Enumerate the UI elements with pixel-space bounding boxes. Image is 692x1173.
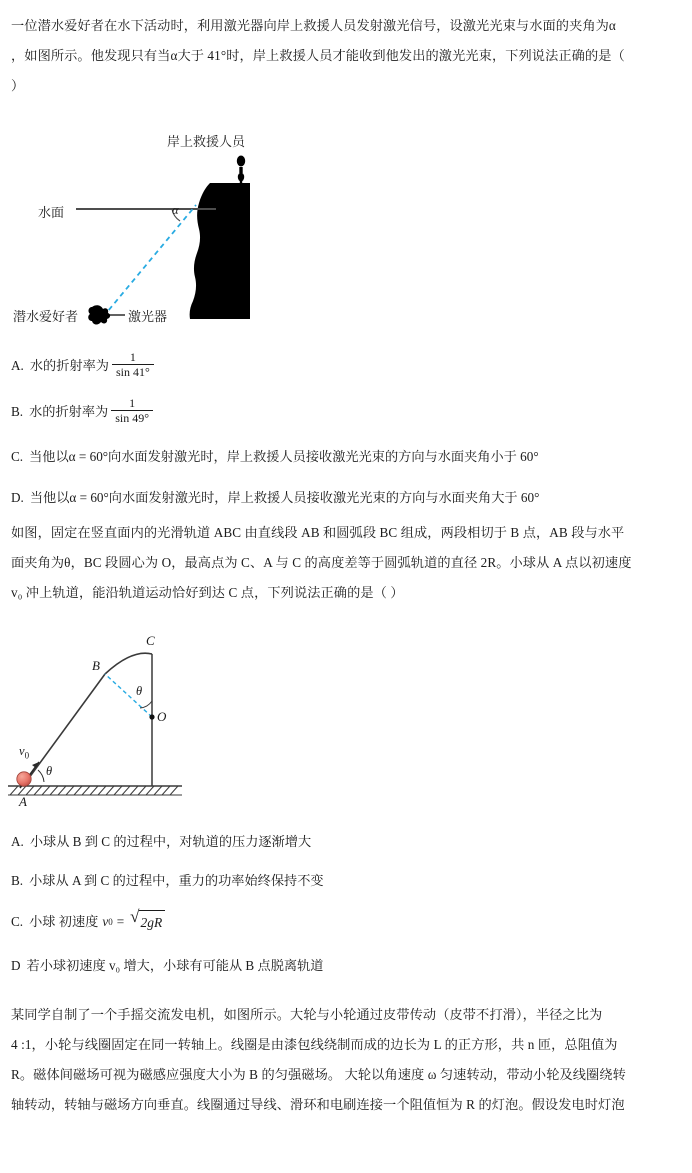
option-a-label: A. [11,834,24,849]
question-8-stem-line-3: v₀ 冲上轨道，能沿轨道运动恰好到达 C 点，下列说法正确的是（ ） [11,585,404,600]
option-b-prefix: 水的折射率为 [29,403,109,419]
option-d-text: 当他以α = 60°向水面发射激光时，岸上救援人员接收激光光束的方向与水面夹角大于 60° [29,490,540,505]
label-point-a: A [19,794,27,809]
option-b-fraction [111,397,153,424]
option-d-label: D [11,958,21,973]
option-c-label: C. [11,914,24,929]
question-8-option-a[interactable] [11,831,683,853]
question-7-stem-line-2: ，如图所示。他发现只有当α大于 41°时，岸上救援人员才能收到他发出的激光光束，下列说法正确的是（ [11,48,625,63]
question-7-figure [0,125,300,335]
question-9-stem-line-2: 4 :1，小轮与线圈固定在同一转轴上。线圈是由漆包线绕制而成的边长为 L 的正方形，共 n 匝，总阻值为 [11,1037,618,1052]
ball-icon [17,772,31,786]
option-c-radicand: 2gR [139,910,165,934]
label-velocity-v0: $v_0$ [19,744,30,761]
label-theta-top: θ [136,684,143,698]
option-a-label: A. [11,357,24,373]
label-laser-device: 激光器 [128,309,168,324]
rescuer-figure [232,156,250,187]
question-8-stem-line-2: 面夹角为θ，BC 段圆心为 O，最高点为 C、A 与 C 的高度差等于圆弧轨道的直径 2R。小球从 A 点以初速度 [11,555,632,570]
incline-arc-track-svg [0,622,250,812]
arc-segment-bc [105,653,152,674]
diver-figure [88,305,110,324]
label-alpha-angle: α [172,203,179,217]
label-point-b: B [92,658,100,673]
radical-icon: √ [130,907,140,926]
option-a-denominator: sin 41° [115,365,150,379]
question-7-stem-line-3: ） [11,78,25,93]
option-a-text: 小球从 B 到 C 的过程中，对轨道的压力逐渐增大 [29,834,312,849]
option-c-text: 当他以α = 60°向水面发射激光时，岸上救援人员接收激光光束的方向与水面夹角小于 60° [29,449,539,464]
option-c-formula-subscript: 0 [108,917,113,927]
question-8-option-b[interactable] [11,870,683,892]
option-a-numerator: 1 [129,350,136,364]
laser-refraction-svg [0,125,300,335]
label-theta-bottom: θ [46,764,53,778]
question-8-stem [11,518,683,608]
question-7-option-a[interactable] [11,352,683,379]
question-9-stem-line-1: 某同学自制了一个手摇交流发电机，如图所示。大轮与小轮通过皮带传动（皮带不打滑），半径之比为 [11,1007,603,1022]
question-8-stem-line-1: 如图，固定在竖直面内的光滑轨道 ABC 由直线段 AB 和圆弧段 BC 组成，两段相切于 B 点，AB 段与水平 [11,525,625,540]
label-point-c: C [146,633,155,648]
theta-angle-arc-bottom [38,770,44,782]
laser-beam [103,205,196,317]
label-water-surface: 水面 [38,205,65,220]
question-9-stem [11,1000,683,1120]
option-b-label: B. [11,403,24,419]
incline-segment-ab [26,674,105,782]
question-7-option-c[interactable] [11,446,683,468]
option-b-text: 小球从 A 到 C 的过程中，重力的功率始终保持不变 [29,873,324,888]
option-c-sqrt [130,907,165,934]
option-d-label: D. [11,490,24,505]
question-9-stem-line-4: 轴转动，转轴与磁场方向垂直。线圈通过导线、滑环和电刷连接一个阻值恒为 R 的灯泡。假设发电时灯泡 [11,1097,625,1112]
label-rescuer: 岸上救援人员 [167,134,246,149]
option-c-prefix: 小球 初速度 [29,914,99,929]
question-8-option-c[interactable] [11,907,683,934]
question-7-option-d[interactable] [11,487,683,509]
option-c-label: C. [11,449,24,464]
option-b-numerator: 1 [129,396,136,410]
question-8-figure [0,622,250,812]
question-7-option-b[interactable] [11,398,683,425]
option-c-formula-equals: = [116,914,125,929]
option-b-label: B. [11,873,24,888]
option-a-fraction [112,351,154,378]
option-b-denominator: sin 49° [115,411,150,425]
center-point-o [149,714,154,719]
option-d-text: 若小球初速度 v₀ 增大，小球有可能从 B 点脱离轨道 [26,958,324,973]
label-diver: 潜水爱好者 [13,309,79,324]
question-9-stem-line-3: R。磁体间磁场可视为磁感应强度大小为 B 的匀强磁场。 大轮以角速度 ω 匀速转动，带动小轮及线圈绕转 [11,1067,626,1082]
ground-hatching [8,786,182,795]
option-c-formula-variable: v [102,914,109,929]
radius-line-ob [105,674,152,717]
question-7-stem-line-1: 一位潜水爱好者在水下活动时，利用激光器向岸上救援人员发射激光信号，设激光光束与水面的夹角为α [11,18,616,33]
cliff-shape [190,183,250,319]
option-a-prefix: 水的折射率为 [29,357,109,373]
label-center-o: O [157,709,167,724]
question-7-stem [11,11,683,101]
question-8-option-d[interactable] [11,955,683,977]
